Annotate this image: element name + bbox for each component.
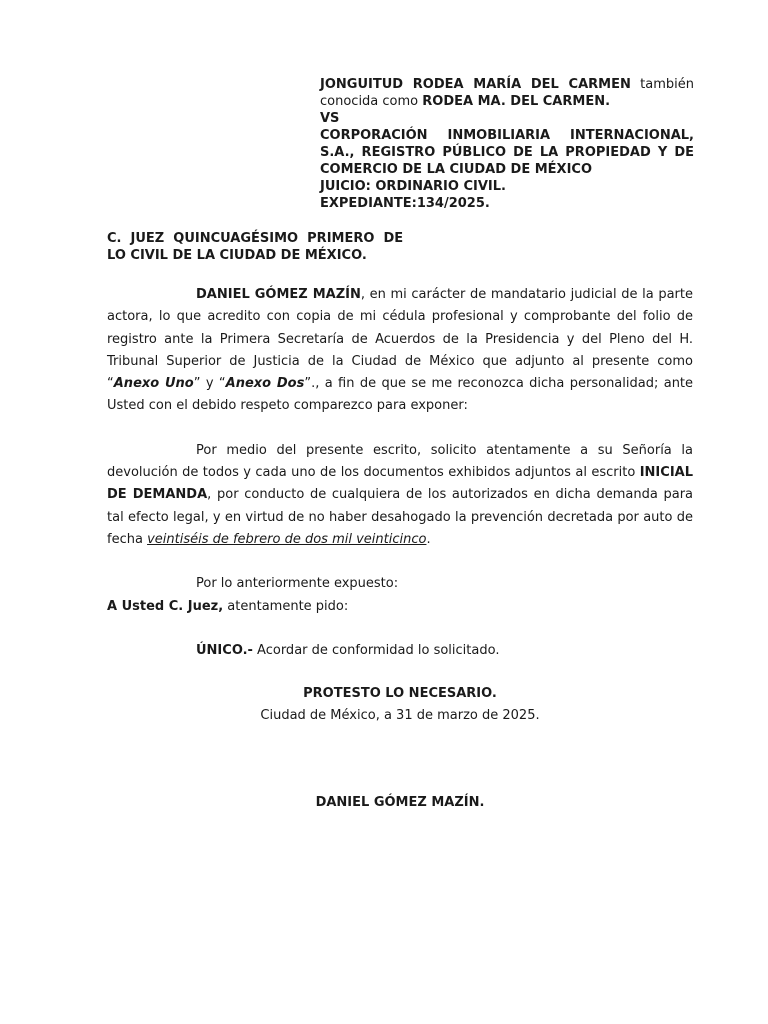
pido-line [107,596,693,618]
versus-label: VS [320,111,340,126]
case-header [320,76,694,212]
expuesto-line: Por lo anteriormente expuesto: [196,576,399,592]
attorney-name: DANIEL GÓMEZ MAZÍN [196,287,361,302]
party-a-line [320,76,694,110]
paragraph-request [107,440,693,551]
closing [107,683,693,727]
paragraph-text: ”., a fin de que se me reconozca dicha personalidad; ante Usted con el debido respeto comparezco para exponer: [107,376,694,414]
addressee [107,230,404,264]
anexo-uno: Anexo Uno [113,376,194,392]
party-a-name: JONGUITUD RODEA MARÍA DEL CARMEN [320,77,631,92]
party-a-aka: RODEA MA. DEL CARMEN. [422,94,611,109]
auto-date: veintiséis de febrero de dos mil veinticinco [147,531,427,547]
protesto-line: PROTESTO LO NECESARIO. [303,686,497,701]
unico-label: ÚNICO.- [196,642,253,658]
party-a-aka-prefix: también conocida como [320,77,694,109]
addressee-line-2: LO CIVIL DE LA CIUDAD DE MÉXICO. [107,248,367,263]
anexo-dos: Anexo Dos [225,376,305,392]
paragraph-text: Por medio del presente escrito, solicito atentamente a su Señoría la devolución de todos y cada uno de los documentos exhibidos adjuntos al escrito [107,442,693,481]
document-body [107,284,693,662]
paragraph-text: Acordar de conformidad lo solicitado. [252,642,500,658]
expediente-label: EXPEDIANTE:134/2025. [320,196,490,211]
spacer [107,551,693,573]
paragraph-text: . [426,531,431,547]
addressee-line-1: C. JUEZ QUINCUAGÉSIMO PRIMERO DE [107,231,404,246]
inicial-de-demanda: INICIAL DE DEMANDA [107,465,693,503]
paragraph-text: atentamente pido: [223,598,349,614]
juicio-label: JUICIO: ORDINARIO CIVIL. [320,179,506,194]
party-b: CORPORACIÓN INMOBILIARIA INTERNACIONAL, S.A., REGISTRO PÚBLICO DE LA PROPIEDAD Y DE COMERCIO DE LA CIUDAD DE MÉXICO [320,128,694,177]
paragraph-text: ” y “ [193,376,226,392]
spacer [107,618,693,640]
place-date-line: Ciudad de México, a 31 de marzo de 2025. [260,708,540,723]
signature-name: DANIEL GÓMEZ MAZÍN. [315,795,485,810]
paragraph-text: , por conducto de cualquiera de los autorizados en dicha demanda para tal efecto legal, y en virtud de no haber desahogado la prevención decretada por auto de fecha [107,487,694,547]
unico-line [107,640,693,662]
a-usted-juez: A Usted C. Juez, [107,598,224,614]
paragraph-text: , en mi carácter de mandatario judicial de la parte actora, lo que acredito con copia de mi cédula profesional y comprobante del folio de registro ante la Primera Secretaría de Acuerdos de la Presidencia y del Pleno del H. Tribunal Superior de Justicia de la Ciudad de México que adjunto al presente como “ [107,287,693,392]
spacer [107,418,693,440]
paragraph-personality [107,284,693,418]
